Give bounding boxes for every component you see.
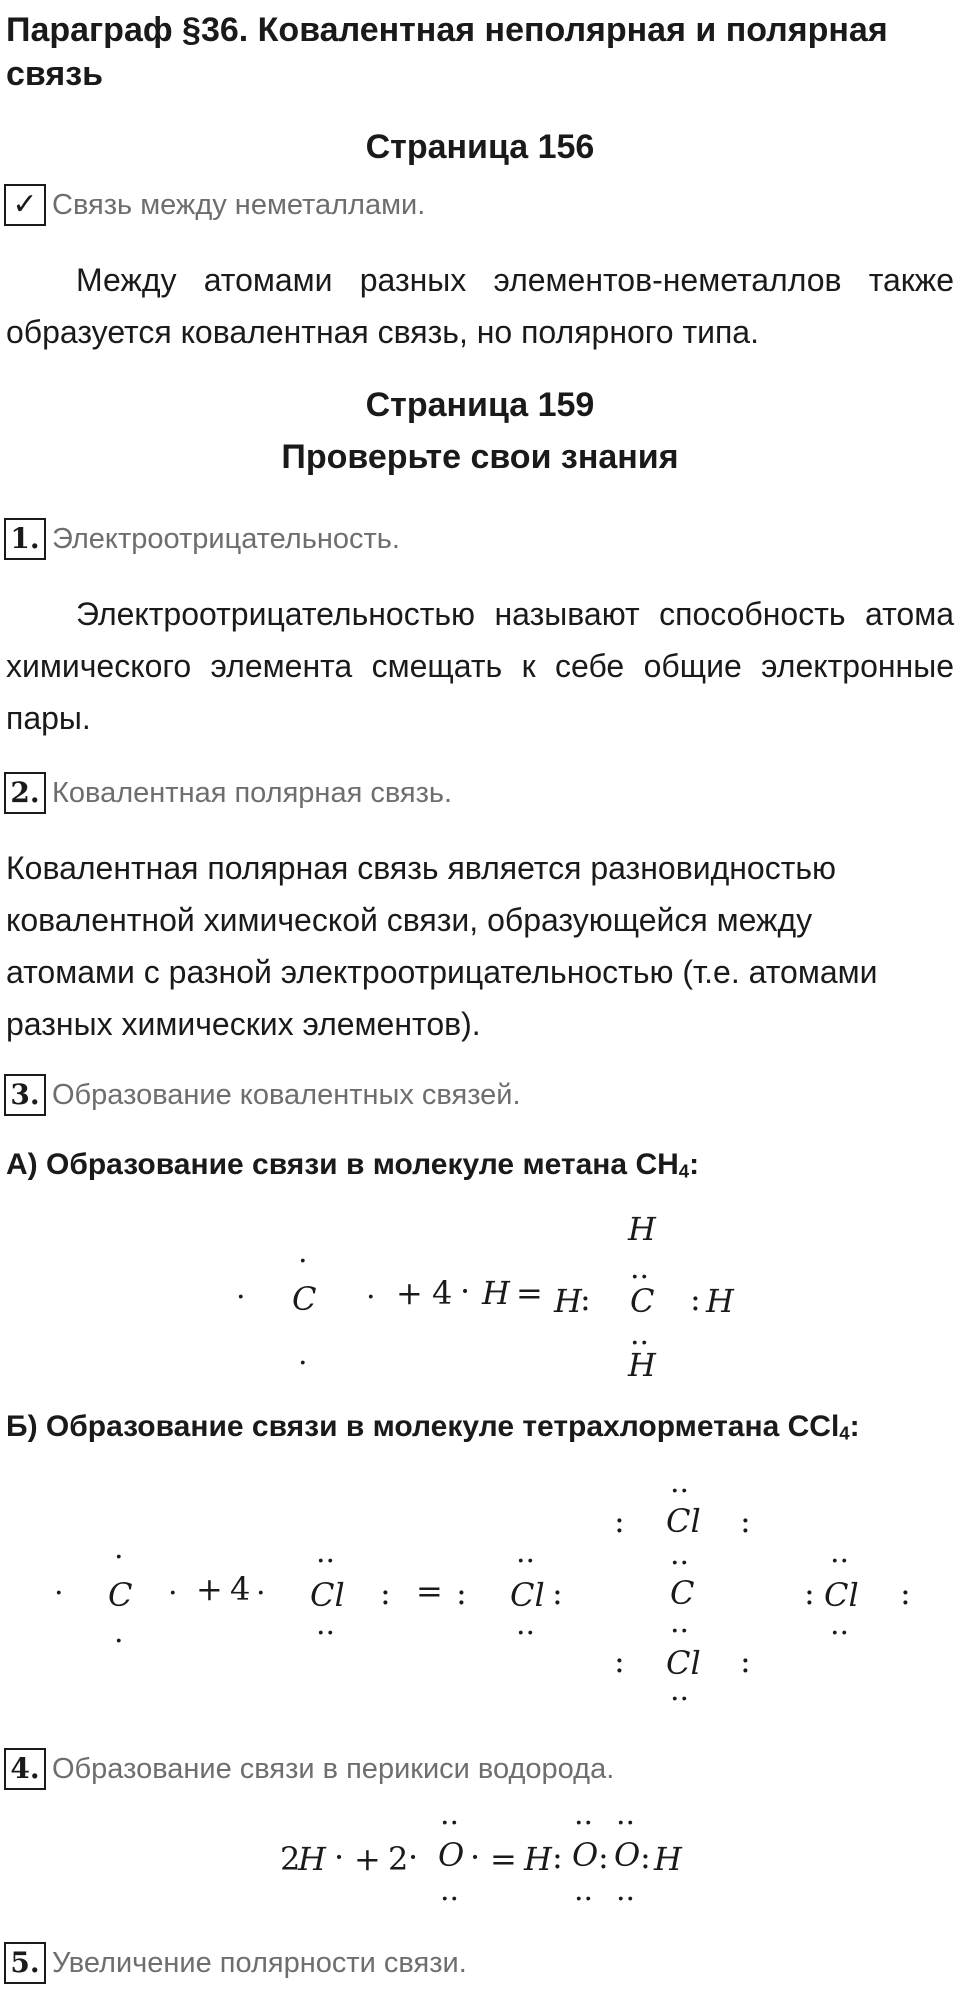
chlorine-symbol: Cl (510, 1576, 545, 1614)
electron-pair: : (690, 1280, 701, 1318)
ccl4-caption-subscript: 4 (839, 1422, 850, 1444)
question-5 (4, 1942, 467, 1984)
electron-pair: : (740, 1502, 751, 1540)
chlorine-symbol: Cl (310, 1576, 345, 1614)
electron-pair: .. (516, 1607, 536, 1642)
question-2-answer-line: атомами с разной электроотрицательностью (т.е. атомами (6, 954, 878, 990)
check-item-label: Связь между неметаллами. (52, 188, 426, 221)
page-159-subheading: Проверьте свои знания (281, 438, 679, 476)
hydrogen-symbol: H (628, 1346, 656, 1384)
hydrogen-symbol: H (554, 1282, 582, 1320)
electron-pair: .. (630, 1251, 650, 1286)
checkmark-box-icon: ✓ (4, 184, 46, 226)
question-1-answer: Электроотрицательностью называют способность атома химического элемента смещать к себе общие электронные пары. (6, 596, 954, 736)
electron-pair: .. (670, 1537, 690, 1572)
equals-sign: = (516, 1274, 543, 1312)
electron-pair: .. (574, 1797, 594, 1832)
question-4 (4, 1748, 614, 1790)
carbon-symbol: C (670, 1574, 695, 1612)
chlorine-symbol: Cl (666, 1502, 701, 1540)
middle-dot: · (334, 1838, 345, 1876)
electron-pair: .. (670, 1605, 690, 1640)
hydrogen-symbol: H (298, 1840, 326, 1878)
equals-sign: = (416, 1572, 443, 1610)
plus-sign: + (396, 1274, 423, 1312)
dot: . (54, 1567, 64, 1602)
question-3 (4, 1074, 521, 1116)
electron-pair: : (614, 1502, 625, 1540)
electron-pair: : (598, 1838, 609, 1876)
hydrogen-symbol: H (654, 1840, 682, 1878)
hydrogen-symbol: H (482, 1274, 510, 1312)
question-1 (4, 518, 400, 560)
electron-pair: : (614, 1642, 625, 1680)
methane-caption (6, 1148, 699, 1183)
page-title-line2: связь (6, 55, 104, 93)
electron-pair: .. (670, 1673, 690, 1708)
electron-pair: .. (316, 1607, 336, 1642)
electron-pair: .. (316, 1535, 336, 1570)
electron-pair: .. (616, 1797, 636, 1832)
ccl4-caption-end: : (849, 1410, 860, 1443)
electron-pair: : (580, 1280, 591, 1318)
coefficient: 2 (388, 1840, 409, 1878)
coefficient: 4 (230, 1570, 251, 1608)
ccl4-caption-text: Б) Образование связи в молекуле тетрахлорметана CCl (6, 1410, 840, 1443)
dot: . (256, 1567, 266, 1602)
middle-dot: · (470, 1838, 481, 1876)
hydrogen-symbol: H (628, 1210, 656, 1248)
carbon-symbol: C (630, 1282, 655, 1320)
question-1-number: 1. (4, 518, 46, 560)
electron-pair: .. (670, 1465, 690, 1500)
dot: . (114, 1615, 124, 1650)
electron-pair: .. (440, 1873, 460, 1908)
hydrogen-symbol: H (706, 1282, 734, 1320)
oxygen-symbol: O (572, 1836, 599, 1874)
methane-equation (0, 1210, 960, 1390)
electron-pair: : (552, 1838, 563, 1876)
page-title-line1: Параграф §36. Ковалентная неполярная и полярная (6, 11, 888, 49)
question-5-number: 5. (4, 1942, 46, 1984)
question-2-answer (6, 842, 877, 1050)
coefficient: 2 (280, 1840, 301, 1878)
electron-pair: : (640, 1838, 651, 1876)
peroxide-equation (0, 1797, 960, 1920)
question-2-number: 2. (4, 772, 46, 814)
electron-pair: .. (440, 1797, 460, 1832)
question-1-label: Электроотрицательность. (52, 522, 400, 555)
oxygen-symbol: O (438, 1836, 465, 1874)
ccl4-equation (0, 1465, 960, 1720)
middle-dot: · (408, 1838, 419, 1876)
electron-pair: .. (830, 1607, 850, 1642)
question-2-answer-line: разных химических элементов). (6, 1006, 481, 1042)
question-2-answer-line: Ковалентная полярная связь является разновидностью (6, 850, 837, 886)
plus-sign: + (196, 1570, 223, 1608)
electron-pair: .. (616, 1873, 636, 1908)
page-159-heading: Страница 159 (365, 386, 595, 424)
question-3-number: 3. (4, 1074, 46, 1116)
electron-pair: : (380, 1574, 391, 1612)
dot: . (298, 1235, 308, 1270)
dot: . (298, 1337, 308, 1372)
electron-pair: : (740, 1642, 751, 1680)
electron-pair: : (456, 1574, 467, 1612)
dot: . (366, 1271, 376, 1306)
methane-caption-subscript: 4 (678, 1160, 690, 1182)
electron-pair: : (804, 1574, 815, 1612)
oxygen-symbol: O (614, 1836, 641, 1874)
equals-sign: = (490, 1840, 517, 1878)
page-156-text: Между атомами разных элементов-неметаллов также образуется ковалентная связь, но полярного типа. (6, 262, 954, 350)
chlorine-symbol: Cl (666, 1644, 701, 1682)
electron-pair: .. (574, 1873, 594, 1908)
page-156-heading: Страница 156 (365, 128, 595, 166)
question-2-label: Ковалентная полярная связь. (52, 776, 453, 809)
electron-pair: .. (830, 1535, 850, 1570)
carbon-symbol: C (108, 1576, 133, 1614)
dot: . (114, 1531, 124, 1566)
hydrogen-symbol: H (524, 1840, 552, 1878)
coefficient: 4 (432, 1274, 453, 1312)
chlorine-symbol: Cl (824, 1576, 859, 1614)
dot: . (236, 1271, 246, 1306)
check-item (4, 184, 425, 226)
electron-pair: .. (516, 1535, 536, 1570)
question-4-label: Образование связи в перикиси водорода. (52, 1752, 615, 1785)
electron-pair: : (552, 1574, 563, 1612)
electron-pair: : (900, 1574, 911, 1612)
middle-dot: · (460, 1272, 471, 1310)
question-2 (4, 772, 452, 814)
ccl4-caption (6, 1410, 860, 1445)
plus-sign: + (354, 1840, 381, 1878)
question-4-number: 4. (4, 1748, 46, 1790)
dot: . (168, 1567, 178, 1602)
methane-caption-end: : (689, 1148, 700, 1181)
electron-pair: .. (630, 1317, 650, 1352)
question-5-label: Увеличение полярности связи. (52, 1946, 467, 1979)
question-2-answer-line: ковалентной химической связи, образующейся между (6, 902, 813, 938)
question-3-label: Образование ковалентных связей. (52, 1078, 521, 1111)
carbon-symbol: C (292, 1280, 317, 1318)
methane-caption-text: А) Образование связи в молекуле метана CH (6, 1148, 679, 1181)
